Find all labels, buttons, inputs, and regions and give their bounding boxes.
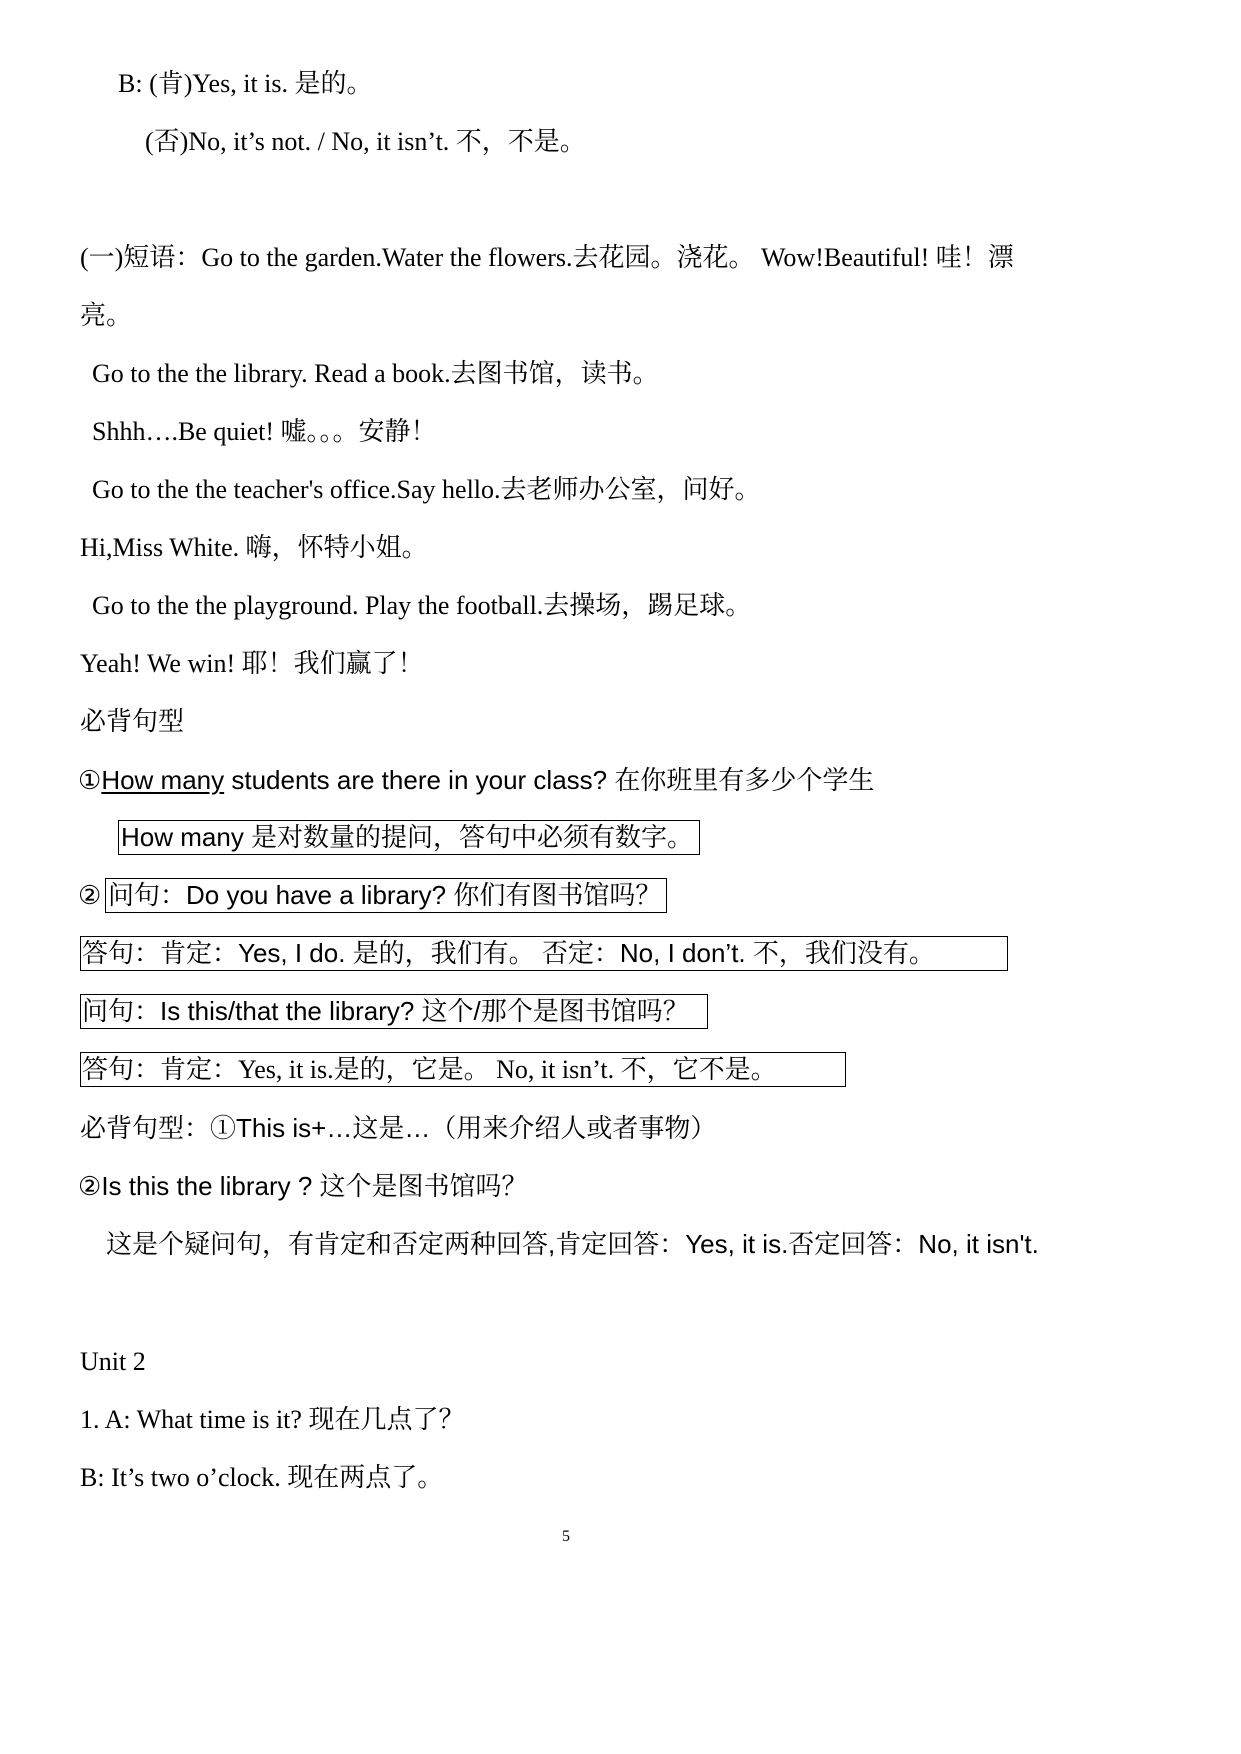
is-this-answer-label: 答句：肯定：	[82, 1054, 239, 1084]
unit-2-heading: Unit 2	[80, 1347, 146, 1376]
we-win-phrase: Yeah! We win! 耶！我们赢了！	[80, 649, 424, 678]
how-many-note: How many 是对数量的提问，答句中必须有数字。	[121, 822, 694, 852]
library-question: 问句：Do you have a library? 你们有图书馆吗？	[108, 880, 662, 910]
office-phrase: Go to the the teacher's office.Say hello.去老师办公室，问好。	[92, 475, 761, 504]
must-recite-pattern-1	[80, 1110, 716, 1147]
be-quiet-phrase: Shhh….Be quiet! 嘘。。。安静！	[92, 417, 437, 446]
must-recite-pattern-2	[78, 1168, 528, 1205]
must-recite-pattern-label: 必背句型：①	[80, 1114, 237, 1143]
how-many-question	[78, 762, 874, 799]
is-this-answer-text: Yes, it is.是的，它是。 No, it isn’t. 不，它不是。	[238, 1055, 777, 1084]
phrases-line-1: (一)短语：Go to the garden.Water the flowers.去花园。浇花。 Wow!Beautiful! 哇！漂	[80, 243, 1014, 272]
time-question: 1. A: What time is it? 现在几点了？	[80, 1405, 465, 1434]
is-this-question: 问句：Is this/that the library? 这个/那个是图书馆吗？	[82, 996, 689, 1026]
question-explanation: 这是个疑问句，有肯定和否定两种回答,肯定回答：Yes, it is.否定回答：No, it isn't.	[106, 1229, 1039, 1259]
time-answer: B: It’s two o’clock. 现在两点了。	[80, 1463, 444, 1492]
circled-number-1: ①	[78, 766, 102, 795]
playground-phrase: Go to the the playground. Play the football.去操场，踢足球。	[92, 591, 752, 620]
circled-number-2: ②	[78, 881, 102, 910]
phrases-line-1-cont: 亮。	[80, 301, 133, 330]
hi-miss-white-phrase: Hi,Miss White. 嗨，怀特小姐。	[80, 533, 428, 562]
how-many-underlined: How many	[101, 765, 225, 795]
is-this-pattern: Is this the library ? 这个是图书馆吗？	[101, 1171, 528, 1201]
answer-yes-line: B: (肯)Yes, it is. 是的。	[118, 69, 373, 98]
must-recite-heading: 必背句型	[80, 707, 185, 736]
page-number: 5	[562, 1528, 570, 1545]
circled-number-2b: ②	[78, 1172, 102, 1201]
how-many-question-rest: students are there in your class? 在你班里有多少个学生	[224, 765, 875, 795]
answer-no-line: (否)No, it’s not. / No, it isn’t. 不，不是。	[145, 127, 586, 156]
library-answer: 答句：肯定：Yes, I do. 是的，我们有。 否定：No, I don’t. 不，我们没有。	[82, 938, 935, 968]
this-is-pattern: This is+…这是…（用来介绍人或者事物）	[236, 1113, 717, 1143]
is-this-answer	[82, 1051, 777, 1088]
library-phrase: Go to the the library. Read a book.去图书馆，读书。	[92, 359, 659, 388]
